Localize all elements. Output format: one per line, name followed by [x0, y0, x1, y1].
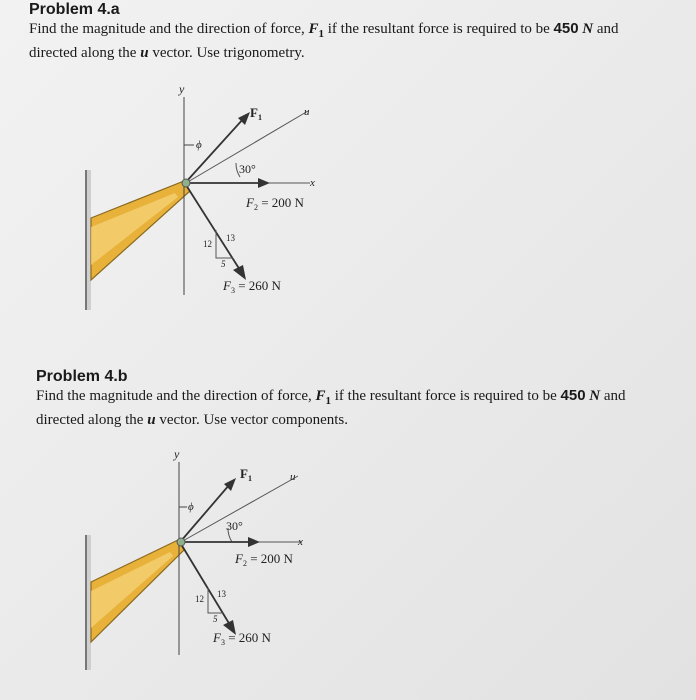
wall [85, 535, 87, 670]
problem-b-line-2 [36, 411, 691, 430]
phi-label: ϕ [196, 139, 202, 151]
force-symbol: F [308, 21, 319, 37]
problem-a-text: vector. Use trigonometry. [148, 45, 305, 61]
problem-a-title: Problem 4.a [29, 1, 120, 18]
slope-12-label: 12 [203, 239, 212, 249]
u-vector: u [147, 412, 156, 428]
problem-b-text: vector. Use vector components. [155, 412, 349, 428]
u-axis-label: u [304, 106, 310, 118]
problem-b-text: directed along the [36, 412, 148, 428]
f3-label: $F_3 = 260$ N [223, 278, 281, 295]
f2-label: $F_2 = 200$ N [246, 195, 304, 212]
u-vector: u [140, 45, 149, 61]
f3-vector [186, 185, 240, 270]
slope-13-label: 13 [217, 589, 226, 599]
joint [182, 179, 190, 187]
slope-5-label: 5 [213, 614, 218, 624]
f3-label: $F_3 = 260$ N [213, 630, 271, 647]
slope-13-label: 13 [226, 233, 235, 243]
problem-b-text: if the resultant force is required to be [331, 388, 561, 404]
problem-b-line-1 [36, 386, 691, 411]
problem-b-title: Problem 4.b [36, 368, 128, 385]
figure-b [80, 450, 350, 680]
y-axis-label: y [179, 85, 185, 96]
x-axis-label: x [310, 177, 315, 189]
phi-label: ϕ [188, 501, 194, 513]
y-axis-label: y [174, 450, 180, 461]
slope-12-label: 12 [195, 594, 204, 604]
problem-a-text: and [593, 21, 619, 37]
problem-a-text: Find the magnitude and the direction of force, [29, 21, 309, 37]
problem-b-text: and [600, 388, 626, 404]
figure-a [80, 85, 360, 320]
f1-label: $F_1$ [240, 466, 252, 483]
problem-a-text: directed along the [29, 45, 141, 61]
f2-label: $F_2 = 200$ N [235, 551, 293, 568]
resultant-value: 450 [553, 20, 579, 37]
joint [177, 538, 185, 546]
f2-arrowhead [258, 178, 270, 188]
u-axis-label: u [290, 471, 296, 483]
problem-a-line-1 [29, 19, 689, 44]
problem-b-text: Find the magnitude and the direction of force, [36, 388, 316, 404]
slope-5-label: 5 [221, 259, 226, 269]
resultant-value: 450 [560, 387, 586, 404]
resultant-unit: N [582, 21, 594, 37]
f1-vector [186, 118, 244, 182]
problem-b-statement [36, 386, 691, 430]
force-subscript: 1 [325, 395, 332, 407]
angle-label: 30° [226, 519, 243, 533]
problem-a-text: if the resultant force is required to be [324, 21, 554, 37]
problem-a-line-2 [29, 44, 689, 63]
angle-label: 30° [239, 162, 256, 176]
force-symbol: F [315, 388, 326, 404]
f1-label: $F_1$ [250, 105, 262, 122]
resultant-unit: N [589, 388, 601, 404]
x-axis-label: x [298, 536, 303, 548]
force-subscript: 1 [318, 28, 325, 40]
wall [85, 170, 87, 310]
problem-a-statement [29, 19, 689, 63]
f2-arrowhead [248, 537, 260, 547]
